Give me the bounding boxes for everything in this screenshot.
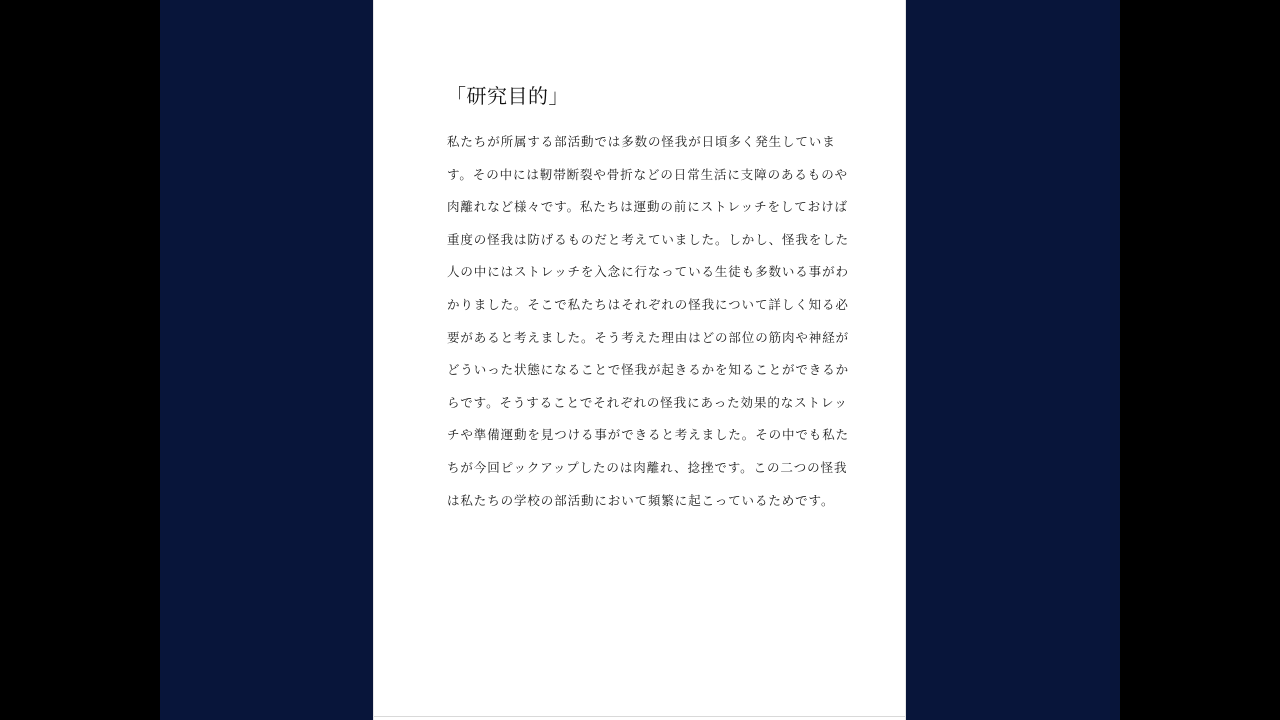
body-line: す。その中には靭帯断裂や骨折などの日常生活に支障のあるものや (447, 166, 849, 182)
body-line: ちが今回ピックアップしたのは肉離れ、捻挫です。この二つの怪我 (447, 459, 848, 475)
document-page (373, 0, 906, 720)
document-body (447, 131, 850, 522)
body-line: 私たちが所属する部活動では多数の怪我が日頃多く発生していま (447, 134, 836, 149)
body-line: 人の中にはストレッチを入念に行なっている生徒も多数いる事がわ (447, 264, 849, 280)
left-side-panel (160, 0, 373, 720)
body-line: らです。そうすることでそれぞれの怪我にあった効果的なストレッ (447, 394, 848, 410)
body-line: 肉離れなど様々です。私たちは運動の前にストレッチをしておけば (447, 199, 848, 215)
body-line: 重度の怪我は防げるものだと考えていました。しかし、怪我をした (447, 231, 850, 247)
body-line: どういった状態になることで怪我が起きるかを知ることができるか (447, 362, 850, 378)
right-side-panel (906, 0, 1120, 720)
body-line: は私たちの学校の部活動において頻繁に起こっているためです。 (447, 492, 835, 508)
document-title: 「研究目的」 (446, 84, 569, 108)
body-line: チや準備運動を見つける事ができると考えました。その中でも私た (447, 427, 850, 443)
page-bottom-edge (374, 716, 905, 717)
body-line: 要があると考えました。そう考えた理由はどの部位の筋肉や神経が (447, 329, 850, 345)
body-line: かりました。そこで私たちはそれぞれの怪我について詳しく知る必 (447, 296, 849, 312)
